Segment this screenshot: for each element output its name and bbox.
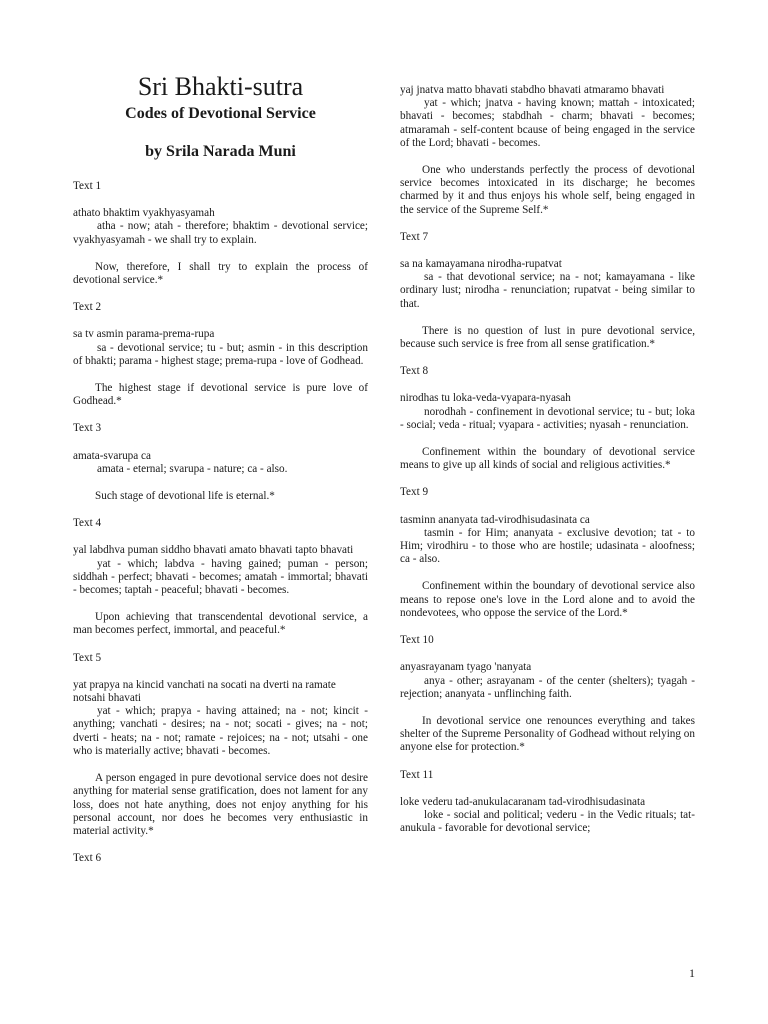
text-heading: Text 6 xyxy=(73,852,102,865)
text-section xyxy=(73,852,368,865)
text-heading: Text 7 xyxy=(400,230,429,243)
translation: There is no question of lust in pure devotional service, because such service is free from all sense gratification.* xyxy=(400,324,695,351)
verse-line: nirodhas tu loka-veda-vyapara-nyasah xyxy=(400,392,571,405)
document-author: by Srila Narada Muni xyxy=(145,143,296,160)
word-meanings: tasmin - for Him; ananyata - exclusive devotion; tat - to Him; virodhiru - to those who are hostile; udasinata - aloofness; ca - also. xyxy=(400,526,695,566)
text-heading: Text 2 xyxy=(73,301,102,314)
text-heading: Text 8 xyxy=(400,365,429,378)
word-meanings: sa - devotional service; tu - but; asmin - in this description of bhakti; parama - highest stage; prema-rupa - love of Godhead. xyxy=(73,341,368,367)
text-section xyxy=(73,301,368,408)
text-heading: Text 9 xyxy=(400,486,429,499)
translation: Now, therefore, I shall try to explain the process of devotional service.* xyxy=(73,260,368,287)
text-section xyxy=(73,517,368,637)
left-sections xyxy=(73,180,368,865)
word-meanings: yat - which; labdva - having gained; puman - person; siddhah - perfect; bhavati - becomes; amatah - immortal; bhavati - becomes; taptah - peaceful; bhavati - becomes. xyxy=(73,557,368,597)
text-section xyxy=(400,769,695,836)
left-column xyxy=(73,72,368,879)
text-heading: Text 5 xyxy=(73,651,102,664)
document-title: Sri Bhakti-sutra xyxy=(137,72,304,101)
word-meanings: norodhah - confinement in devotional service; tu - but; loka - social; veda - ritual; vyapara - activities; nyasah - renunciation. xyxy=(400,405,695,431)
verse-line: yat prapya na kincid vanchati na socati na dverti na ramate notsahi bhavati xyxy=(73,678,336,705)
word-meanings: amata - eternal; svarupa - nature; ca - also. xyxy=(97,462,288,475)
verse-line: athato bhaktim vyakhyasyamah xyxy=(73,207,215,220)
word-meanings: anya - other; asrayanam - of the center (shelters); tyagah - rejection; ananyata - unflinching faith. xyxy=(400,674,695,700)
translation: Upon achieving that transcendental devotional service, a man becomes perfect, immortal, and peaceful.* xyxy=(73,611,368,637)
text-heading: Text 10 xyxy=(400,634,434,647)
document-subtitle: Codes of Devotional Service xyxy=(125,105,316,122)
text-heading: Text 3 xyxy=(73,422,102,435)
text-section xyxy=(400,231,695,351)
verse-line: tasminn ananyata tad-virodhisudasinata ca xyxy=(400,513,590,526)
translation: Confinement within the boundary of devotional service also means to repose one's love in the Lord alone and to avoid the nondevotees, who oppose the service of the Lord.* xyxy=(400,580,695,619)
text-section xyxy=(73,180,368,287)
translation: Such stage of devotional life is eternal.* xyxy=(95,490,275,503)
text-heading: Text 4 xyxy=(73,517,102,530)
verse-line: yaj jnatva matto bhavati stabdho bhavati atmaramo bhavati xyxy=(400,84,665,96)
word-meanings: loke - social and political; vederu - in the Vedic rituals; tat-anukula - favorable for devotional service; xyxy=(400,808,695,835)
word-meanings: yat - which; prapya - having attained; na - not; kincit - anything; vanchati - desires; na - not; socati - gives; na - not; dverti - heats; na - not; ramate - rejoices; na - not; utsahi - one who is materially active; bhavati - becomes. xyxy=(73,705,368,757)
translation: In devotional service one renounces everything and takes shelter of the Supreme Personality of Godhead without relying on anyone else for protection.* xyxy=(400,714,695,754)
word-meanings: atha - now; atah - therefore; bhaktim - devotional service; vyakhyasyamah - we shall try to explain. xyxy=(73,220,368,246)
text-section xyxy=(73,422,368,503)
text-section xyxy=(400,634,695,754)
verse-line: loke vederu tad-anukulacaranam tad-virodhisudasinata xyxy=(400,795,646,808)
text-section xyxy=(400,486,695,620)
verse-line: amata-svarupa ca xyxy=(73,449,151,462)
word-meanings: sa - that devotional service; na - not; kamayamana - like ordinary lust; nirodha - renunciation; rupatvat - being similar to that. xyxy=(400,271,695,310)
verse-line: yal labdhva puman siddho bhavati amato bhavati tapto bhavati xyxy=(73,544,354,557)
verse-line: anyasrayanam tyago 'nanyata xyxy=(400,661,532,674)
verse-line: sa tv asmin parama-prema-rupa xyxy=(73,328,215,341)
text-heading: Text 11 xyxy=(400,768,434,781)
verse-line: sa na kamayamana nirodha-rupatvat xyxy=(400,258,562,271)
translation: Confinement within the boundary of devotional service means to give up all kinds of social and religious activities.* xyxy=(400,446,695,472)
text-section xyxy=(400,365,695,472)
page-number: 1 xyxy=(689,966,695,980)
right-sections xyxy=(400,84,695,835)
translation: The highest stage if devotional service is pure love of Godhead.* xyxy=(73,382,368,408)
translation: One who understands perfectly the process of devotional service becomes intoxicated in its discharge; he becomes charmed by it and thus enjoys his whole self, being engaged in the service of the Supreme Self.* xyxy=(400,164,695,216)
text-section xyxy=(73,652,368,838)
right-column xyxy=(400,84,695,835)
text-section xyxy=(400,84,695,217)
text-heading: Text 1 xyxy=(73,180,102,192)
word-meanings: yat - which; jnatva - having known; mattah - intoxicated; bhavati - becomes; stabdhah - charm; bhavati - becomes; atmaramah - self-content bcause of being engaged in the service of the Lord; bhavati - becomes. xyxy=(400,97,695,149)
translation: A person engaged in pure devotional service does not desire anything for material sense gratification, does not lament for any loss, does not hate anything, does not enjoy anything for his personal account, nor does he becomes very enthusiastic in material activity.* xyxy=(73,772,368,837)
